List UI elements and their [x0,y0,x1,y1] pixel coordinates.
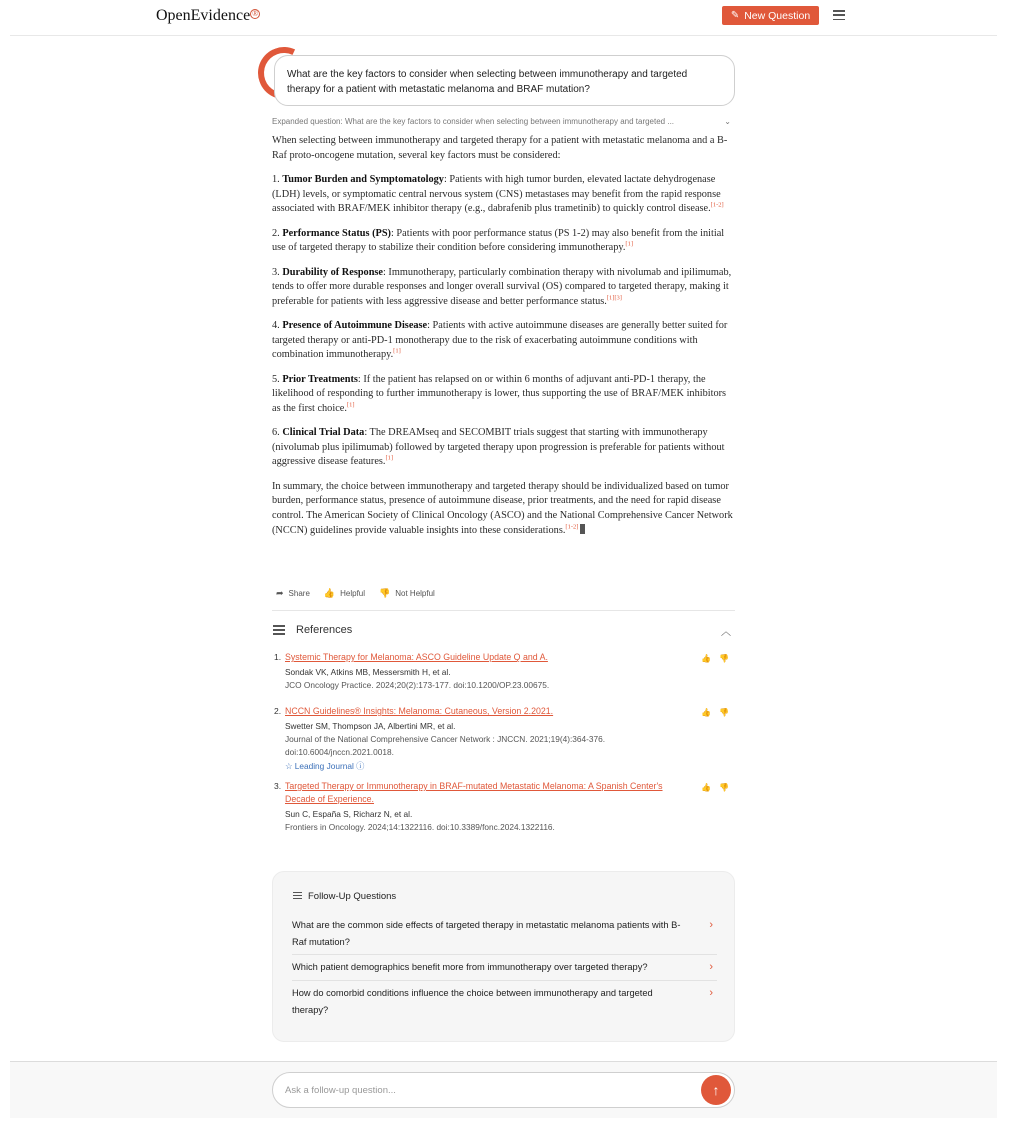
follow-up-question[interactable]: Which patient demographics benefit more from immunotherapy over targeted therapy? › [292,959,717,981]
chevron-up-icon[interactable]: ︿ [721,627,731,638]
answer-point: 2. Performance Status (PS): Patients with poor performance status (PS 1-2) may also benefit from the initial use of targeted therapy to stabilize their condition before considering immunotherapy.[1] [272,227,725,254]
new-question-label: New Question [744,9,811,22]
reference-journal: JCO Oncology Practice. 2024;20(2):173-177. doi:10.1200/OP.23.00675. [285,680,550,690]
answer-intro: When selecting between immunotherapy and targeted therapy for a patient with metastatic melanoma and a B-Raf proto-oncogene mutation, several key factors must be considered: [272,135,728,161]
answer-point: 3. Durability of Response: Immunotherapy, particularly combination therapy with nivolumab and ipilimumab, tends to offer more durable responses and longer overall survival (OS) compared to targeted therapy, making it preferable for patients with less aggressive disease and better performance status.[1][3] [272,266,732,307]
follow-up-question[interactable]: How do comorbid conditions influence the choice between immunotherapy and targeted therapy? › [292,987,713,1015]
list-icon [273,625,285,635]
chevron-right-icon: › [709,961,713,973]
point-title: Tumor Burden and Symptomatology [282,173,444,185]
citation-link[interactable]: [1][3] [606,294,622,302]
follow-up-header [293,891,396,902]
chevron-right-icon: › [709,919,713,931]
arrow-up-icon: ↑ [712,1082,720,1098]
question-bubble: What are the key factors to consider when selecting between immunotherapy and targeted therapy for a patient with metastatic melanoma and BRAF mutation? [274,55,735,106]
answer-point: 4. Presence of Autoimmune Disease: Patients with active autoimmune diseases are generally better suited for targeted therapy or anti-PD-1 monotherapy due to the risk of exacerbating autoimmune conditions with combination immunotherapy.[1] [272,320,728,361]
reference-journal: Journal of the National Comprehensive Cancer Network : JNCCN. 2021;19(4):364-376. doi:10.6004/jnccn.2021.0018. [285,734,606,757]
point-title: Performance Status (PS) [282,227,391,239]
point-title: Clinical Trial Data [282,427,365,439]
references-header[interactable] [272,623,735,639]
citation-link[interactable]: [1] [385,455,394,463]
pencil-icon: ✎ [730,10,740,21]
thumbs-down-icon[interactable]: 👎 [719,783,729,792]
citation-link[interactable]: [1] [625,240,634,248]
answer-actions [276,588,435,599]
reference-authors: Swetter SM, Thompson JA, Albertini MR, et al. [285,721,456,731]
citation-link[interactable]: [1-2] [565,523,579,531]
reference-journal: Frontiers in Oncology. 2024;14:1322116. doi:10.3389/fonc.2024.1322116. [285,822,555,832]
citation-link[interactable]: [1] [393,347,401,355]
citation-link[interactable]: [1] [346,401,355,409]
bottom-input-bar [10,1061,997,1118]
references-title: References [296,624,353,636]
hamburger-menu-icon[interactable] [833,10,845,20]
thumbs-down-icon: 👎 [379,588,391,598]
list-icon [293,892,302,902]
reference-item: 1. Systemic Therapy for Melanoma: ASCO Guideline Update Q and A. Sondak VK, Atkins MB, Messersmith H, et al. JCO Oncology Practice. 2024;20(2):173-177. doi:10.1200/OP.23.00675. 👍 👎 [274,652,729,690]
thumbs-up-icon[interactable]: 👍 [701,783,712,792]
reference-authors: Sun C, España S, Richarz N, et al. [285,809,413,819]
expanded-question-toggle[interactable] [272,117,737,126]
expanded-question-label: Expanded question: What are the key factors to consider when selecting between immunotherapy and targeted ... [272,117,675,126]
point-title: Presence of Autoimmune Disease [282,320,428,332]
answer-point: 6. Clinical Trial Data: The DREAMseq and SECOMBIT trials suggest that starting with immunotherapy (nivolumab plus ipilimumab) followed by targeted therapy upon progression is preferable for patients without aggressive disease features.[1] [272,427,725,468]
point-title: Durability of Response [282,266,383,278]
not-helpful-button[interactable]: 👎 Not Helpful [379,588,435,598]
new-question-button[interactable] [722,6,819,25]
share-button[interactable]: ➦ Share [276,588,310,598]
follow-up-question[interactable]: What are the common side effects of targeted therapy in metastatic melanoma patients with B-Raf mutation? › [292,917,717,955]
point-title: Prior Treatments [282,373,358,385]
reference-authors: Sondak VK, Atkins MB, Messersmith H, et al. [285,667,451,677]
streaming-cursor [580,524,585,534]
openevidence-logo[interactable]: OpenEvidence ® [156,7,259,24]
follow-up-panel [272,871,735,1042]
thumbs-down-icon[interactable]: 👎 [719,654,729,663]
leading-journal-badge[interactable]: ☆ Leading Journal ⓘ [285,761,365,771]
top-header [10,0,997,36]
reference-item: 3. Targeted Therapy or Immunotherapy in BRAF-mutated Metastatic Melanoma: A Spanish Center's Decade of Experience. Sun C, España S, Richarz N, et al. Frontiers in Oncology. 2024;14:1322116. doi:10.3389/fonc.2024.1322116. 👍 👎 [274,781,729,832]
chevron-right-icon: › [709,987,713,999]
reference-title-link[interactable]: NCCN Guidelines® Insights: Melanoma: Cutaneous, Version 2.2021. [285,706,554,716]
answer-point: 5. Prior Treatments: If the patient has relapsed on or within 6 months of adjuvant anti-PD-1 therapy, the likelihood of responding to further immunotherapy is lower, thus supporting the use of BRAF/MEK inhibitors as the first choice.[1] [272,373,727,414]
chevron-down-icon: ⌄ [724,117,731,126]
thumbs-up-icon[interactable]: 👍 [701,654,712,663]
follow-up-title: Follow-Up Questions [308,891,397,902]
reference-title-link[interactable]: Targeted Therapy or Immunotherapy in BRAF-mutated Metastatic Melanoma: A Spanish Center's Decade of Experience. [285,781,663,804]
reference-item: 2. NCCN Guidelines® Insights: Melanoma: Cutaneous, Version 2.2021. Swetter SM, Thompson JA, Albertini MR, et al. Journal of the National Comprehensive Cancer Network : JNCCN. 2021;19(4):364-376. doi:10.6004/jnccn.2021.0018. ☆ Leading Journal ⓘ 👍 👎 [274,706,729,771]
follow-up-input[interactable] [285,1081,685,1099]
share-icon: ➦ [276,588,284,598]
follow-up-input-wrapper [272,1072,735,1108]
helpful-button[interactable]: 👍 Helpful [323,588,366,598]
answer-summary: In summary, the choice between immunotherapy and targeted therapy should be individualized based on tumor burden, performance status, presence of autoimmune disease, prior treatments, and the need for rapid disease control. The American Society of Clinical Oncology (ASCO) and the National Comprehensive Cancer Network (NCCN) guidelines provide valuable insights into these considerations.[1-2] [272,480,733,536]
citation-link[interactable]: [1-2] [710,201,724,209]
send-button[interactable] [701,1075,731,1105]
reference-title-link[interactable]: Systemic Therapy for Melanoma: ASCO Guideline Update Q and A. [285,652,548,662]
divider [272,610,735,611]
answer-point: 1. Tumor Burden and Symptomatology: Patients with high tumor burden, elevated lactate dehydrogenase (LDH) levels, or symptomatic central nervous system (CNS) metastases may benefit from the rapid response associated with BRAF/MEK inhibitor therapy (e.g., dabrafenib plus trametinib) to quickly control disease.[1-2] [272,173,724,215]
thumbs-down-icon[interactable]: 👎 [719,708,729,717]
thumbs-up-icon: 👍 [323,588,336,598]
answer-body [272,134,737,548]
thumbs-up-icon[interactable]: 👍 [701,708,712,717]
